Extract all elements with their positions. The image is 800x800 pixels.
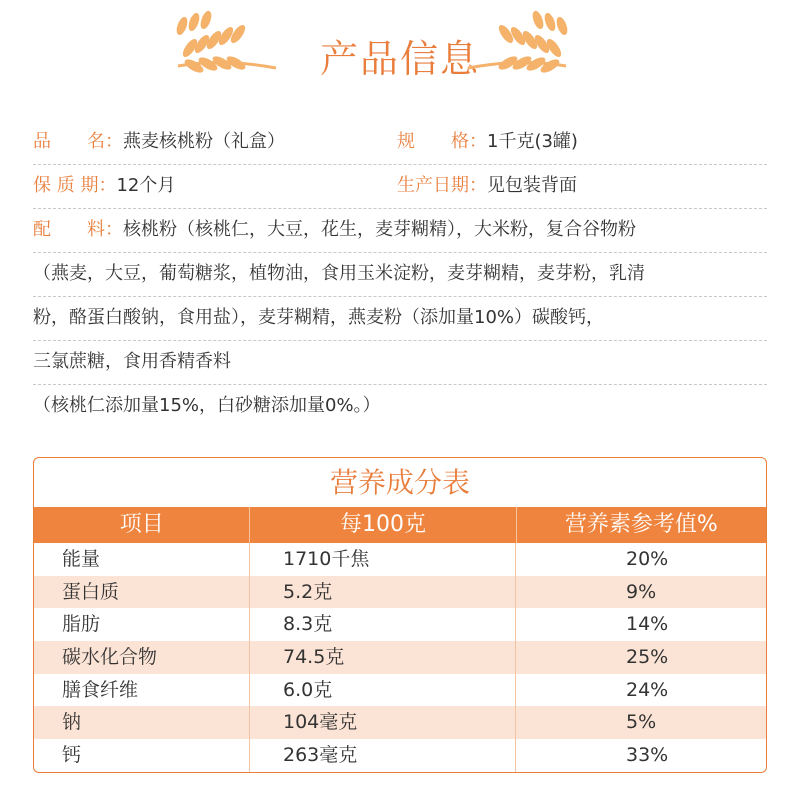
nutrient-nrv: 20% — [626, 548, 669, 570]
ingredients-label: 配 料： — [33, 219, 123, 240]
header-per-100g: 每100克 — [250, 507, 516, 543]
name-value: 燕麦核桃粉（礼盒） — [123, 131, 285, 152]
info-row-ingredients-3 — [33, 296, 767, 341]
nutrient-name: 钠 — [34, 706, 250, 739]
nutrient-amount: 1710千焦 — [250, 543, 516, 576]
table-row — [34, 608, 766, 641]
nutrient-amount: 8.3克 — [250, 608, 516, 641]
nutrition-table-header — [34, 507, 766, 543]
ingredients-line: 三氯蔗糖，食用香精香料 — [33, 351, 231, 372]
nutrient-nrv: 9% — [626, 580, 657, 603]
table-row — [34, 576, 766, 609]
ingredients-line: （燕麦，大豆，葡萄糖浆，植物油，食用玉米淀粉，麦芽糊精，麦芽粉，乳清 — [33, 263, 645, 284]
production-date-label: 生产日期： — [397, 175, 487, 196]
nutrient-nrv: 14% — [626, 613, 669, 636]
table-row — [34, 706, 766, 739]
production-date-value: 见包装背面 — [487, 175, 577, 196]
nutrient-nrv: 5% — [626, 711, 657, 734]
nutrient-name: 碳水化合物 — [34, 641, 250, 674]
nutrition-table-body — [34, 543, 766, 772]
ingredients-note: （核桃仁添加量15%，白砂糖添加量0%。） — [33, 395, 381, 416]
wheat-icon — [462, 8, 572, 80]
nutrient-nrv: 25% — [626, 646, 669, 669]
table-row — [34, 739, 766, 772]
ingredients-line: 核桃粉（核桃仁，大豆，花生，麦芽糊精），大米粉，复合谷物粉 — [123, 219, 636, 240]
page-header — [0, 0, 800, 100]
nutrition-table-title: 营养成分表 — [329, 466, 470, 499]
ingredients-line: 粉，酪蛋白酸钠，食用盐），麦芽糊精，燕麦粉（添加量10%）碳酸钙， — [33, 307, 605, 328]
nutrient-name: 能量 — [34, 543, 250, 576]
nutrient-amount: 6.0克 — [250, 674, 516, 707]
shelf-life-label: 保 质 期： — [33, 175, 117, 196]
name-label: 品 名： — [33, 131, 123, 152]
nutrient-name: 脂肪 — [34, 608, 250, 641]
info-row-ingredients-1 — [33, 208, 767, 253]
shelf-life-value: 12个月 — [116, 175, 176, 196]
page-title: 产品信息 — [319, 37, 480, 81]
info-row-ingredients-4 — [33, 340, 767, 385]
nutrient-amount: 5.2克 — [250, 576, 516, 609]
spec-label: 规 格： — [397, 131, 487, 152]
nutrient-amount: 104毫克 — [250, 706, 516, 739]
header-item: 项目 — [34, 507, 250, 543]
table-row — [34, 641, 766, 674]
table-row — [34, 674, 766, 707]
info-row-ingredients-2 — [33, 252, 767, 297]
nutrient-amount: 263毫克 — [250, 739, 516, 772]
nutrient-name: 膳食纤维 — [34, 674, 250, 707]
nutrient-name: 钙 — [34, 739, 250, 772]
info-row-name-spec — [33, 120, 767, 165]
info-row-note — [33, 384, 767, 428]
nutrition-table — [33, 457, 767, 773]
nutrient-nrv: 24% — [626, 678, 669, 701]
nutrient-name: 蛋白质 — [34, 576, 250, 609]
info-row-shelf-date — [33, 164, 767, 209]
table-row — [34, 543, 766, 576]
nutrient-amount: 74.5克 — [250, 641, 516, 674]
spec-value: 1千克(3罐) — [487, 131, 578, 152]
nutrient-nrv: 33% — [626, 744, 669, 767]
header-nrv: 营养素参考值% — [564, 512, 718, 537]
